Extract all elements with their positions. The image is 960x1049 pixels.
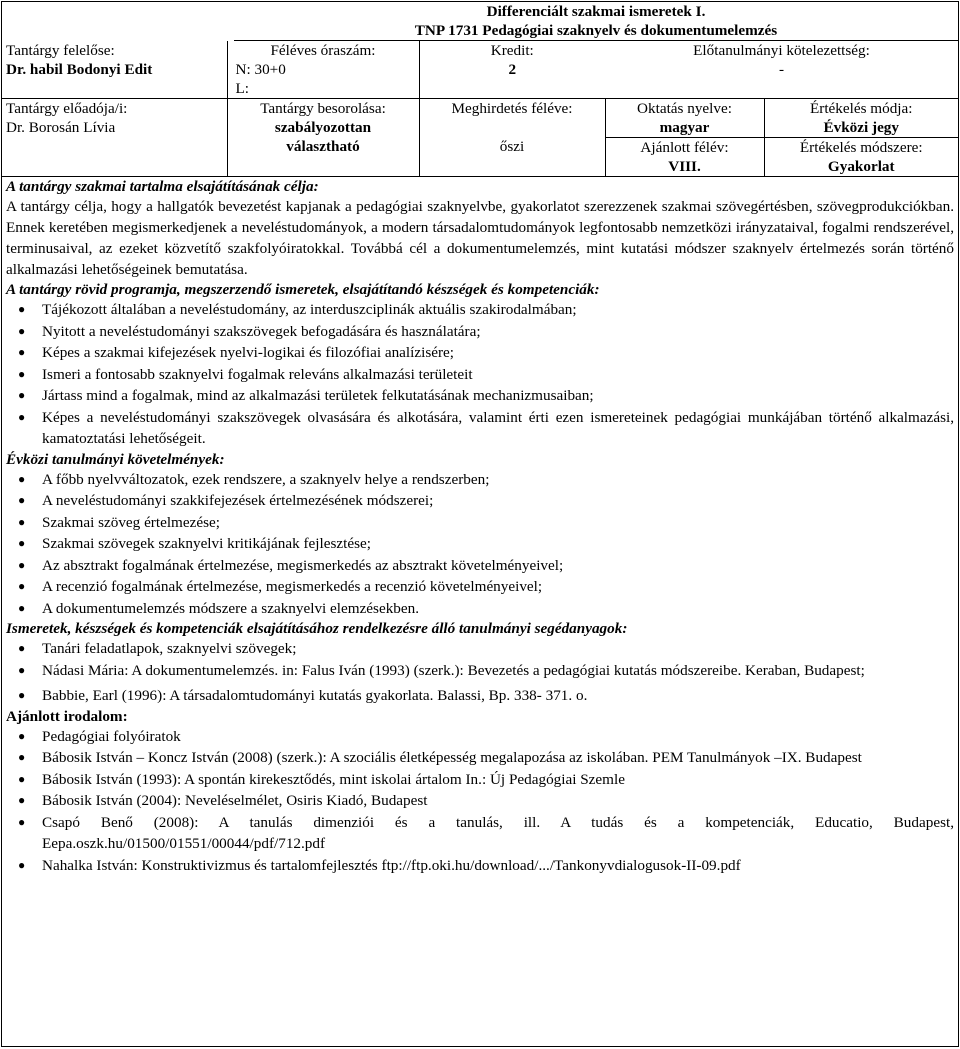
list-item: ● Képes a neveléstudományi szakszövegek olvasására és alkotására, valamint érti ezen ismereteinek pedagógiai munkájában történő alkalmazási, kamatoztatási lehetőségeit.	[42, 407, 954, 450]
hours-label: Féléves óraszám:	[270, 42, 376, 59]
materials-list	[6, 638, 954, 707]
hours-l: L:	[235, 80, 249, 97]
list-item: ● Bábosik István (1993): A spontán kirekesztődés, mint iskolai ártalom In.: Új Pedagógiai Szemle	[42, 769, 954, 791]
method-value: Gyakorlat	[827, 158, 895, 175]
aim-text: A tantárgy célja, hogy a hallgatók bevezetést kapjanak a pedagógiai szaknyelvbe, gyakorlatot szerezzenek szakmai szövegértésben, szövegprodukciókban. Ennek keretében megismerkedjenek a neveléstudományok, a modern társadalomtudományok legfontosabb nemzetközi irányzataival, fogalmi rendszerével, terminusaival, az ezeket közvetítő szakfolyóiratokkal. Továbbá cél a dokumentumelemzés, mint kutatási módszer szaknyelv értelmezés során történő alkalmazási lehetőségeinek bemutatása.	[6, 198, 954, 278]
list-item: ● Nádasi Mária: A dokumentumelemzés. in: Falus Iván (1993) (szerk.): Bevezetés a pedagógiai kutatás módszereibe. Keraban, Budapest;	[42, 660, 954, 682]
credit-cell	[419, 41, 605, 99]
list-item: ● Babbie, Earl (1996): A társadalomtudományi kutatás gyakorlata. Balassi, Bp. 338- 371. o.	[42, 685, 954, 707]
list-item: ● Tanári feladatlapok, szaknyelvi szövegek;	[42, 638, 954, 660]
hours-n: N: 30+0	[235, 61, 286, 78]
responsible-name: Dr. habil Bodonyi Edit	[6, 61, 153, 78]
list-item: ● Ismeri a fontosabb szaknyelvi fogalmak releváns alkalmazási területeit	[42, 364, 954, 386]
list-item: ● Nahalka István: Konstruktivizmus és tartalomfejlesztés ftp://ftp.oki.hu/download/.../Tankonyvdialogusok-II-09.pdf	[42, 855, 954, 877]
requirements-list	[6, 469, 954, 620]
method-label: Értékelés módszere:	[799, 139, 923, 156]
course-sheet	[1, 1, 959, 1047]
aim-heading: A tantárgy szakmai tartalma elsajátításának célja:	[6, 178, 319, 195]
semester-cell	[419, 99, 605, 177]
list-item: ● A neveléstudományi szakkifejezések értelmezésének módszerei;	[42, 490, 954, 512]
list-item: ● Szakmai szövegek szaknyelvi kritikájának fejlesztése;	[42, 533, 954, 555]
title-line-1: Differenciált szakmai ismeretek I.	[486, 3, 706, 20]
language-label: Oktatás nyelve:	[637, 100, 732, 117]
title-line-2: TNP 1731 Pedagógiai szaknyelv és dokumentumelemzés	[414, 22, 778, 39]
lecturer-name: Dr. Borosán Lívia	[6, 119, 116, 136]
recommended-cell	[605, 138, 764, 177]
list-item: ● Pedagógiai folyóiratok	[42, 726, 954, 748]
credit-label: Kredit:	[490, 42, 534, 59]
document-title	[234, 2, 958, 41]
method-cell	[764, 138, 958, 177]
hours-cell	[227, 41, 419, 99]
list-item: ● Az absztrakt fogalmának értelmezése, megismerkedés az absztrakt követelményeivel;	[42, 555, 954, 577]
list-item: ● Bábosik István – Koncz István (2008) (szerk.): A szociális életképesség megalapozása az iskolában. PEM Tanulmányok –IX. Budapest	[42, 747, 954, 769]
assessment-cell	[764, 99, 958, 138]
responsible-cell	[2, 41, 227, 99]
recommended-value: VIII.	[668, 158, 701, 175]
list-item: ● Tájékozott általában a neveléstudomány, az interduszciplinák aktuális szakirodalmában;	[42, 299, 954, 321]
prereq-value: -	[778, 61, 785, 78]
semester-value: őszi	[499, 138, 525, 155]
classification-value-1: szabályozottan	[274, 119, 372, 136]
aim-section	[2, 176, 958, 876]
list-item: ● Csapó Benő (2008): A tanulás dimenziói és a tanulás, ill. A tudás és a kompetenciák, Educatio, Budapest, Eepa.oszk.hu/01500/01551/00044/pdf/712.pdf	[42, 812, 954, 855]
materials-heading: Ismeretek, készségek és kompetenciák elsajátításához rendelkezésre álló tanulmányi segédanyagok:	[6, 620, 628, 637]
list-item: ● A főbb nyelvváltozatok, ezek rendszere, a szaknyelv helye a rendszerben;	[42, 469, 954, 491]
responsible-label: Tantárgy felelőse:	[6, 42, 115, 59]
literature-heading: Ajánlott irodalom:	[6, 707, 128, 725]
classification-value-2: választható	[286, 138, 360, 155]
language-cell	[605, 99, 764, 138]
lecturer-cell	[2, 99, 227, 177]
language-value: magyar	[659, 119, 710, 136]
requirements-heading: Évközi tanulmányi követelmények:	[6, 450, 225, 468]
prereq-label: Előtanulmányi kötelezettség:	[693, 42, 870, 59]
literature-list	[6, 726, 954, 877]
program-list	[6, 299, 954, 450]
semester-label: Meghirdetés féléve:	[451, 100, 573, 117]
course-info-table	[2, 41, 958, 176]
program-heading: A tantárgy rövid programja, megszerzendő ismeretek, elsajátítandó készségek és kompetenciák:	[6, 281, 600, 298]
prereq-cell	[605, 41, 958, 99]
credit-value: 2	[508, 61, 517, 78]
list-item: ● A recenzió fogalmának értelmezése, megismerkedés a recenzió követelményeivel;	[42, 576, 954, 598]
classification-cell	[227, 99, 419, 177]
lecturer-label: Tantárgy előadója/i:	[6, 100, 128, 117]
list-item: ● Szakmai szöveg értelmezése;	[42, 512, 954, 534]
recommended-label: Ajánlott félév:	[640, 139, 729, 156]
assessment-value: Évközi jegy	[823, 119, 899, 136]
list-item: ● A dokumentumelemzés módszere a szaknyelvi elemzésekben.	[42, 598, 954, 620]
list-item: ● Képes a szakmai kifejezések nyelvi-logikai és filozófiai analízisére;	[42, 342, 954, 364]
classification-label: Tantárgy besorolása:	[260, 100, 386, 117]
list-item: ● Bábosik István (2004): Neveléselmélet, Osiris Kiadó, Budapest	[42, 790, 954, 812]
list-item: ● Nyitott a neveléstudományi szakszövegek befogadására és használatára;	[42, 321, 954, 343]
assessment-label: Értékelés módja:	[810, 100, 913, 117]
list-item: ● Jártass mind a fogalmak, mind az alkalmazási területek felkutatásának mechanizmusaiban;	[42, 385, 954, 407]
